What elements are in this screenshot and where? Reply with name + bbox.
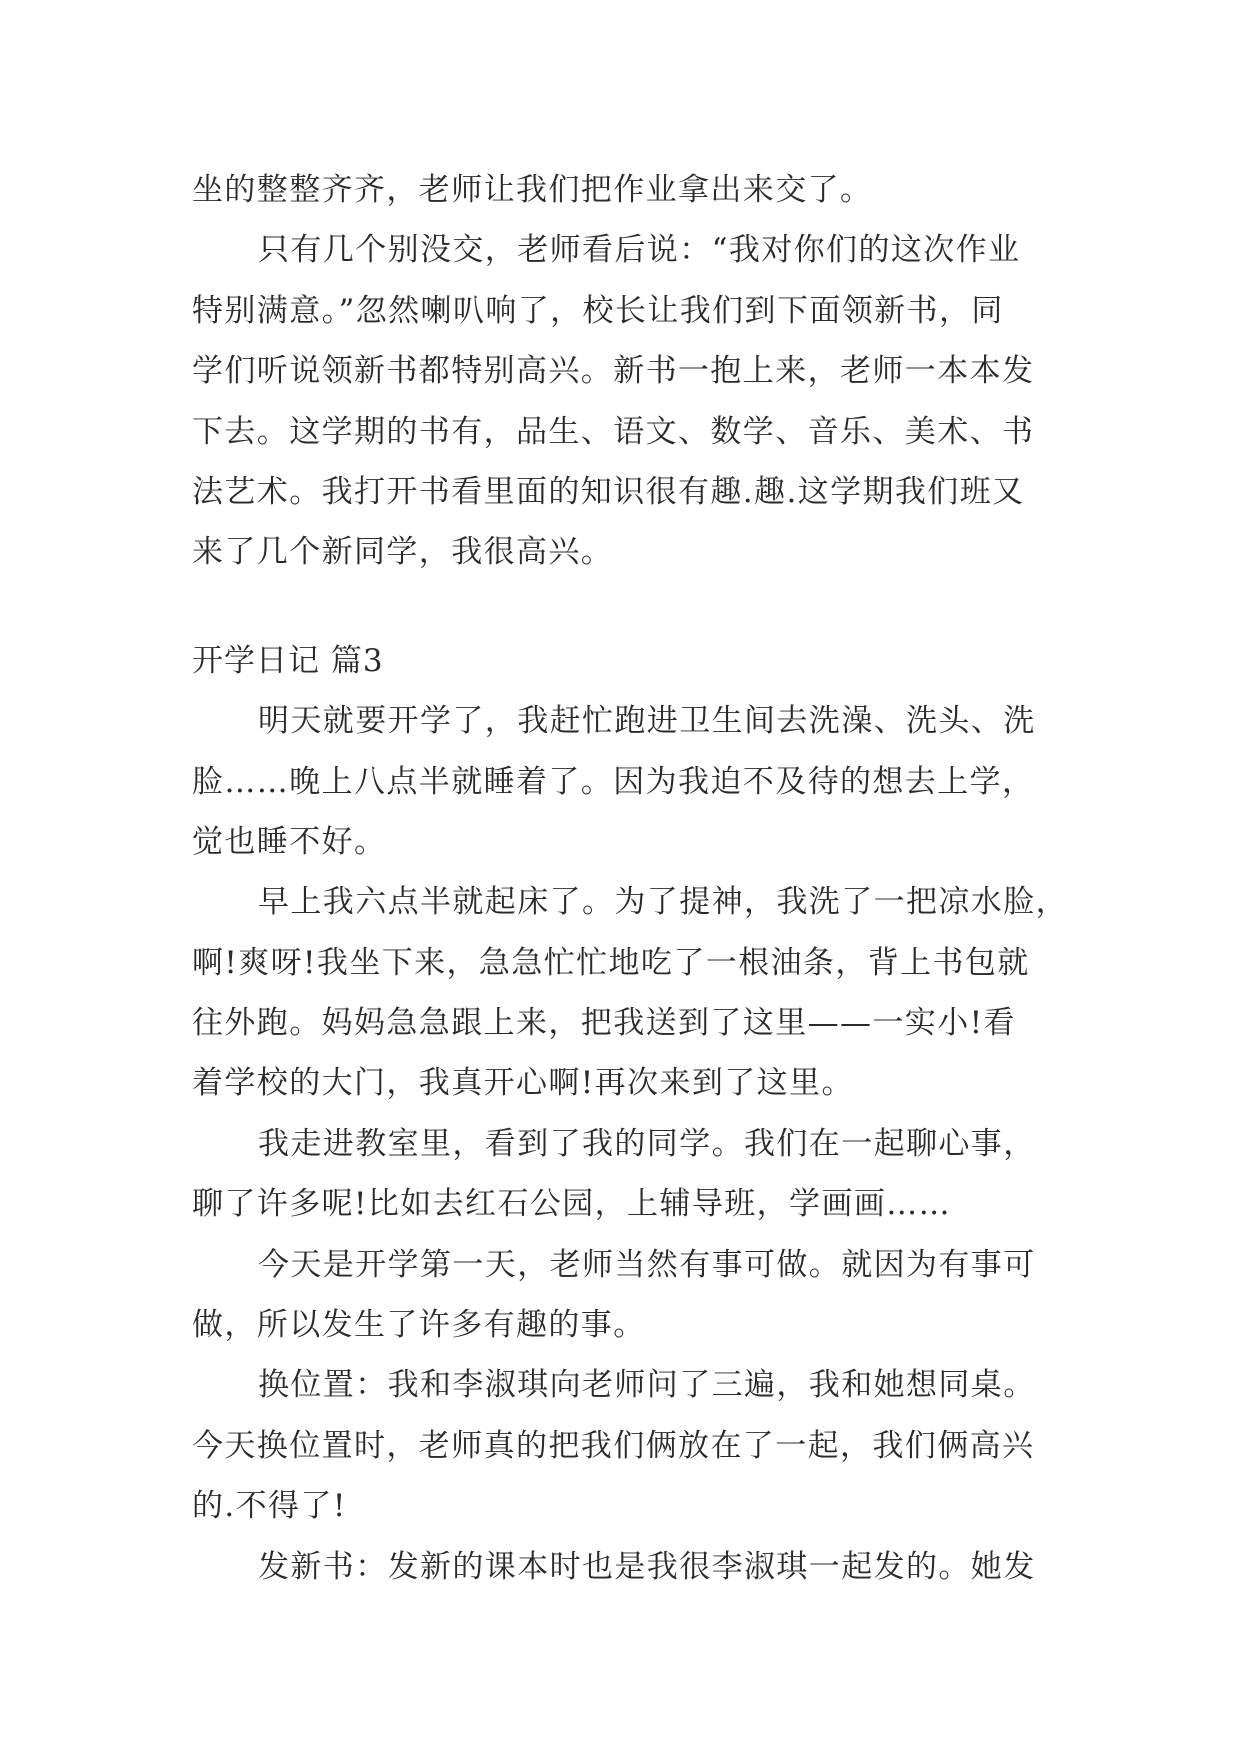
section-heading: 开学日记 篇3: [192, 642, 384, 679]
text-line: 学们听说领新书都特别高兴。新书一抱上来，老师一本本发: [192, 353, 1035, 390]
text-line: 啊!爽呀!我坐下来，急急忙忙地吃了一根油条，背上书包就: [192, 944, 1030, 981]
text-line: 今天换位置时，老师真的把我们俩放在了一起，我们俩高兴: [192, 1427, 1035, 1464]
text-line: 的.不得了!: [192, 1488, 347, 1525]
text-line: 今天是开学第一天，老师当然有事可做。就因为有事可: [258, 1246, 1036, 1283]
text-line: 着学校的大门，我真开心啊!再次来到了这里。: [192, 1065, 854, 1102]
text-line: 换位置：我和李淑琪向老师问了三遍，我和她想同桌。: [258, 1367, 1036, 1404]
text-line: 明天就要开学了，我赶忙跑进卫生间去洗澡、洗头、洗: [258, 703, 1036, 740]
text-line: 特别满意。”忽然喇叭响了，校长让我们到下面领新书，同: [192, 292, 1004, 329]
text-line: 脸……晚上八点半就睡着了。因为我迫不及待的想去上学，: [192, 763, 1035, 800]
article-body: [192, 160, 1068, 1597]
text-line: 聊了许多呢!比如去红石公园，上辅导班，学画画……: [192, 1186, 952, 1223]
text-line: 只有几个别没交，老师看后说：“我对你们的这次作业: [258, 232, 1021, 269]
text-line: 往外跑。妈妈急急跟上来，把我送到了这里——一实小!看: [192, 1005, 1016, 1042]
text-line: 发新书：发新的课本时也是我很李淑琪一起发的。她发: [258, 1548, 1036, 1585]
text-line: 下去。这学期的书有，品生、语文、数学、音乐、美术、书: [192, 413, 1035, 450]
text-line: 觉也睡不好。: [192, 823, 387, 860]
text-line: 法艺术。我打开书看里面的知识很有趣.趣.这学期我们班又: [192, 473, 1025, 510]
text-line: 早上我六点半就起床了。为了提神，我洗了一把凉水脸，: [258, 884, 1068, 921]
text-line: 坐的整整齐齐，老师让我们把作业拿出来交了。: [192, 172, 873, 208]
text-line: 我走进教室里，看到了我的同学。我们在一起聊心事，: [258, 1125, 1036, 1162]
text-line: 做，所以发生了许多有趣的事。: [192, 1307, 646, 1344]
text-line: 来了几个新同学，我很高兴。: [192, 534, 614, 571]
